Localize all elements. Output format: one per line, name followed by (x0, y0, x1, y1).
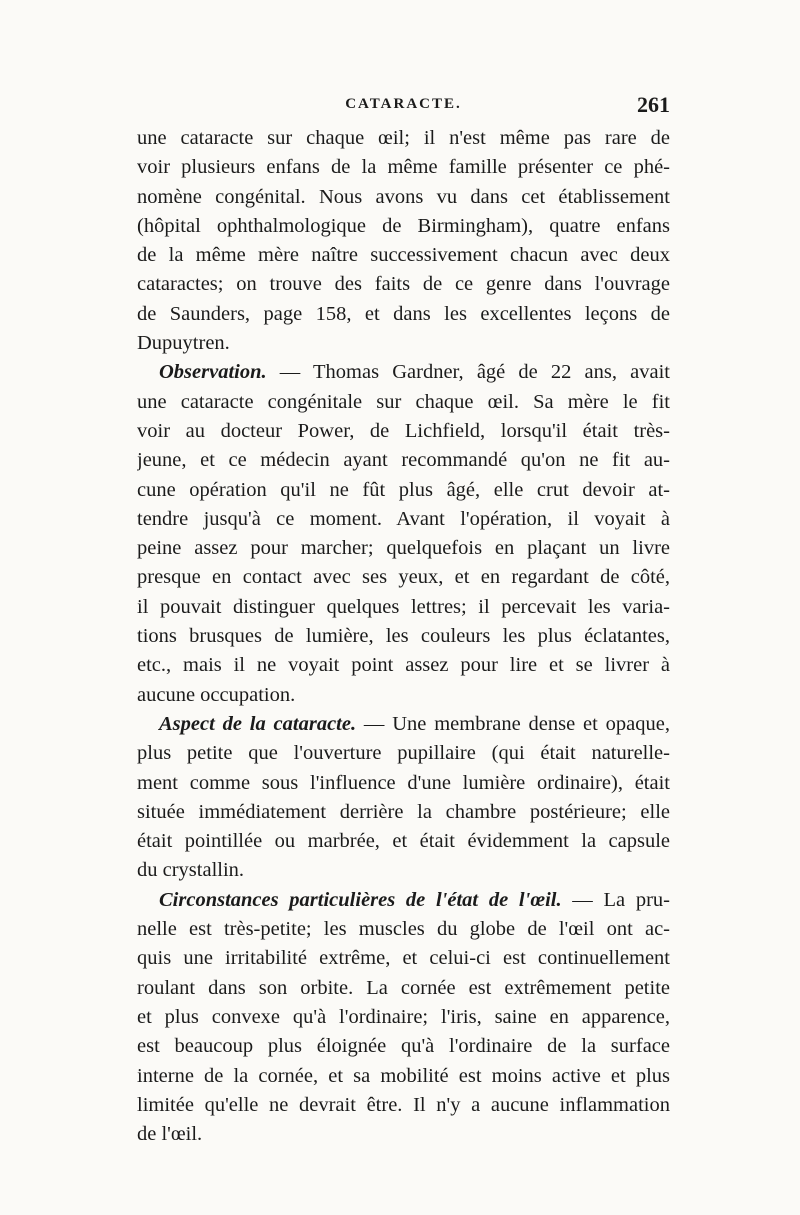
text-line (137, 358, 670, 387)
text-line (137, 974, 670, 1003)
line-text: il pouvait distinguer quelques lettres; il percevait les varia- (137, 595, 670, 618)
body-text (137, 124, 670, 1149)
line-text: de la même mère naître successivement chacun avec deux (137, 244, 670, 267)
text-line (137, 593, 670, 622)
line-text: de Saunders, page 158, et dans les excellentes leçons de (137, 302, 670, 325)
running-title: CATARACTE. (345, 96, 462, 112)
line-text: quis une irritabilité extrême, et celui-ci est continuellement (137, 947, 670, 970)
line-text: et plus convexe qu'à l'ordinaire; l'iris, saine en apparence, (137, 1005, 670, 1028)
text-line (137, 1032, 670, 1061)
text-line (137, 212, 670, 241)
text-line (137, 183, 670, 212)
line-text: tendre jusqu'à ce moment. Avant l'opération, il voyait à (137, 507, 670, 530)
text-line (137, 505, 670, 534)
text-line (137, 886, 670, 915)
text-line (137, 270, 670, 299)
line-text: est beaucoup plus éloignée qu'à l'ordinaire de la surface (137, 1035, 670, 1058)
text-line (137, 476, 670, 505)
text-line (137, 798, 670, 827)
text-line (137, 446, 670, 475)
text-line (137, 622, 670, 651)
line-text: du crystallin. (137, 859, 245, 882)
line-text: cataractes; on trouve des faits de ce genre dans l'ouvrage (137, 273, 670, 296)
text-line (137, 417, 670, 446)
text-line (137, 388, 670, 417)
text-line (137, 1003, 670, 1032)
line-text: située immédiatement derrière la chambre postérieure; elle (137, 800, 670, 823)
line-text: — Une membrane dense et opaque, (356, 712, 670, 735)
line-text: une cataracte sur chaque œil; il n'est même pas rare de (137, 127, 670, 149)
text-line (137, 124, 670, 153)
text-line (137, 769, 670, 798)
line-text: aucune occupation. (137, 683, 296, 706)
line-text: nelle est très-petite; les muscles du globe de l'œil ont ac- (137, 918, 670, 941)
line-text: (hôpital ophthalmologique de Birmingham), quatre enfans (137, 214, 670, 237)
text-line (137, 739, 670, 768)
line-text: peine assez pour marcher; quelquefois en plaçant un livre (137, 537, 670, 560)
text-line (137, 1120, 670, 1149)
line-text: voir plusieurs enfans de la même famille présenter ce phé- (137, 156, 670, 179)
paragraph-heading: Aspect de la cataracte. (159, 712, 357, 735)
line-text: voir au docteur Power, de Lichfield, lorsqu'il était très- (137, 419, 670, 442)
line-text: Dupuytren. (137, 332, 230, 355)
text-line (137, 329, 670, 358)
page-header (137, 92, 670, 122)
paragraph-heading: Observation. (159, 361, 267, 384)
text-line (137, 1062, 670, 1091)
line-text: cune opération qu'il ne fût plus âgé, elle crut devoir at- (137, 478, 670, 501)
text-line (137, 1091, 670, 1120)
line-text: plus petite que l'ouverture pupillaire (qui était naturelle- (137, 742, 670, 765)
line-text: ment comme sous l'influence d'une lumière ordinaire), était (137, 771, 670, 794)
text-line (137, 681, 670, 710)
text-line (137, 300, 670, 329)
line-text: une cataracte congénitale sur chaque œil. Sa mère le fit (137, 390, 670, 413)
line-text: tions brusques de lumière, les couleurs les plus éclatantes, (137, 625, 670, 648)
line-text: etc., mais il ne voyait point assez pour lire et se livrer à (137, 654, 670, 677)
page-number: 261 (637, 92, 670, 117)
line-text: de l'œil. (137, 1123, 203, 1146)
text-line (137, 651, 670, 680)
line-text: interne de la cornée, et sa mobilité est moins active et plus (137, 1064, 670, 1087)
line-text: nomène congénital. Nous avons vu dans cet établissement (137, 185, 670, 208)
line-text: — La pru- (561, 888, 670, 911)
line-text: limitée qu'elle ne devrait être. Il n'y a aucune inflammation (137, 1093, 670, 1116)
text-line (137, 534, 670, 563)
text-line (137, 856, 670, 885)
text-line (137, 241, 670, 270)
text-line (137, 827, 670, 856)
text-line (137, 944, 670, 973)
line-text: roulant dans son orbite. La cornée est extrêmement petite (137, 976, 670, 999)
text-line (137, 710, 670, 739)
line-text: jeune, et ce médecin ayant recommandé qu'on ne fit au- (137, 449, 670, 472)
line-text: était pointillée ou marbrée, et était évidemment la capsule (137, 830, 670, 853)
text-line (137, 915, 670, 944)
text-line (137, 563, 670, 592)
line-text: — Thomas Gardner, âgé de 22 ans, avait (266, 361, 670, 384)
line-text: presque en contact avec ses yeux, et en regardant de côté, (137, 566, 670, 589)
text-line (137, 153, 670, 182)
paragraph-heading: Circonstances particulières de l'état de l'œil. (159, 888, 562, 911)
